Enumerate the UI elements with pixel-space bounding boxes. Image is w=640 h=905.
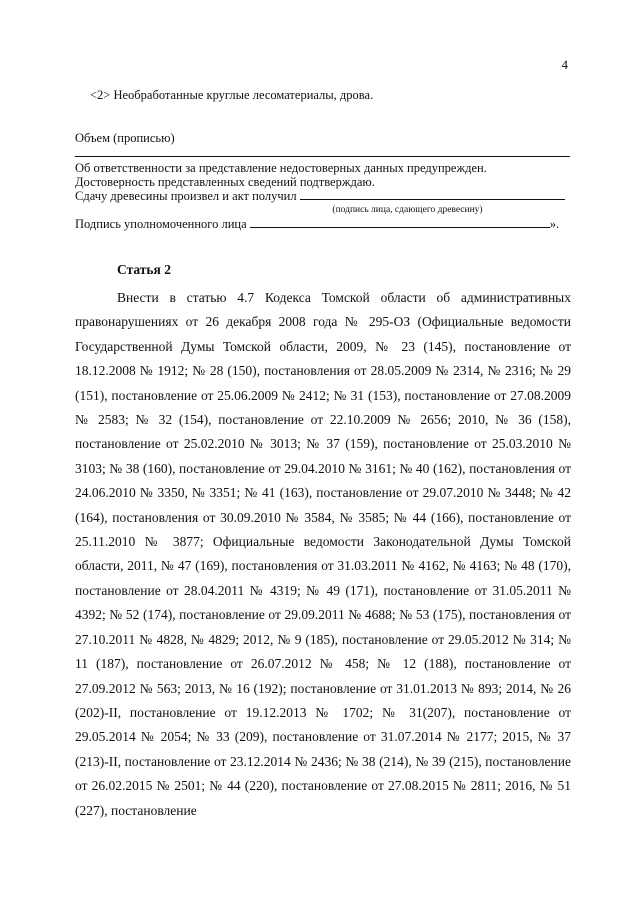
footnote: <2> Необработанные круглые лесоматериалы, дрова.	[90, 88, 374, 102]
confirm-text: Достоверность представленных сведений подтверждаю.	[75, 175, 375, 189]
article-title: Статья 2	[117, 262, 171, 277]
form-statements	[75, 161, 570, 231]
volume-label: Объем (прописью)	[75, 131, 175, 145]
handover-caption: (подпись лица, сдающего древесину)	[332, 205, 483, 215]
handover-blank-2	[398, 189, 565, 200]
signature-closing: ».	[549, 217, 560, 231]
volume-line	[75, 150, 570, 157]
handover-line	[75, 189, 570, 203]
warning-text: Об ответственности за представление недостоверных данных предупрежден.	[75, 161, 487, 175]
handover-blank-1	[300, 189, 398, 200]
signature-blank-2	[322, 217, 550, 228]
signature-blank-1	[250, 217, 322, 228]
article-text: Внести в статью 4.7 Кодекса Томской области об административных правонарушениях от 26 декабря 2008 года № 295-ОЗ (Официальные ведомости Государственной Думы Томской области, 2009, № 23 (145), постановление от 18.12.2008 № 1912; № 28 (150), постановления от 28.05.2009 № 2314, № 2316; № 29 (151), постановление от 25.06.2009 № 2412; № 31 (153), постановление от 27.08.2009 № 2583; № 32 (154), постановление от 22.10.2009 № 2656; 2010, № 36 (158), постановление от 25.02.2010 № 3013; № 37 (159), постановление от 25.03.2010 № 3103; № 38 (160), постановление от 29.04.2010 № 3161; № 40 (162), постановления от 24.06.2010 № 3350, № 3351; № 41 (163), постановление от 29.07.2010 № 3448; № 42 (164), постановления от 30.09.2010 № 3584, № 3585; № 44 (166), постановление от 25.11.2010 № 3877; Официальные ведомости Законодательной Думы Томской области, 2011, № 47 (169), постановления от 31.03.2011 № 4162, № 4163; № 48 (170), постановление от 28.04.2011 № 4319; № 49 (171), постановление от 31.05.2011 № 4392; № 52 (174), постановление от 29.09.2011 № 4688; № 53 (175), постановления от 27.10.2011 № 4828, № 4829; 2012, № 9 (185), постановление от 29.05.2012 № 314; № 11 (187), постановление от 26.07.2012 № 458; № 12 (188), постановление от 27.09.2012 № 563; 2013, № 16 (192); постановление от 31.01.2013 № 893; 2014, № 26 (202)-II, постановление от 19.12.2013 № 1702; № 31(207), постановление от 29.05.2014 № 2054; № 33 (209), постановление от 31.07.2014 № 2177; 2015, № 37 (213)-II, постановление от 23.12.2014 № 2436; № 38 (214), № 39 (215), постановление от 26.02.2015 № 2501; № 44 (220), постановление от 27.08.2015 № 2811; 2016, № 51 (227), постановление	[75, 290, 571, 818]
form-block	[75, 131, 570, 145]
signature-text: Подпись уполномоченного лица	[75, 217, 247, 231]
handover-text: Сдачу древесины произвел и акт получил	[75, 189, 297, 203]
signature-line	[75, 217, 570, 231]
page-number: 4	[561, 57, 568, 72]
